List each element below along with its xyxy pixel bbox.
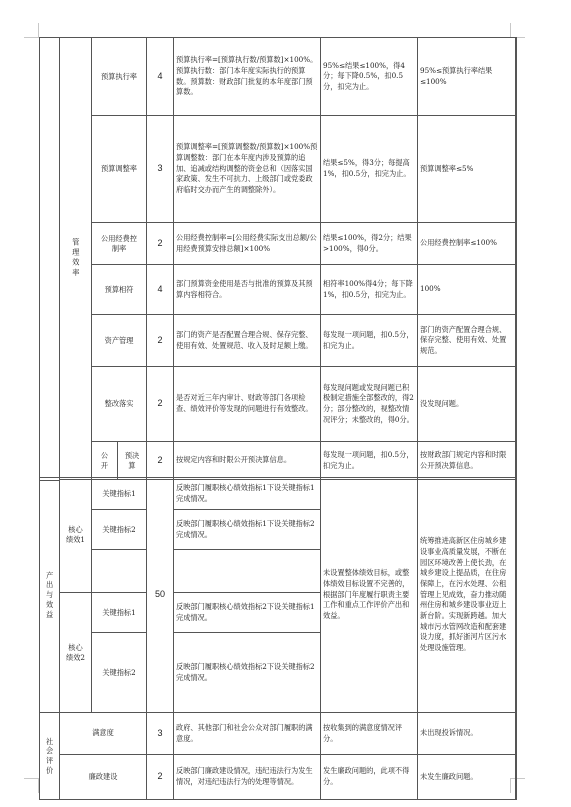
table-row xyxy=(40,713,517,755)
standard-cell: 结果≤5%，得3分；每提高1%，扣0.5分，扣完为止。 xyxy=(321,116,418,223)
table-row xyxy=(40,116,517,223)
finding-cell: 部门的资产配置合理合规、保存完整、使用有效、处置规范。 xyxy=(418,315,516,367)
standard-cell: 未设置整体绩效目标，或整体绩效目标设置不完善的，根据部门年度履行职责主要工作和重点工作评价产出和效益。 xyxy=(321,478,418,713)
level3-cell: 公用经费控制率 xyxy=(92,223,147,265)
given-score-cell xyxy=(516,265,517,315)
score-cell: 2 xyxy=(147,755,174,800)
table-row xyxy=(40,442,517,480)
key-indicator-cell: 关键指标1 xyxy=(92,478,147,510)
evaluation-table-lower xyxy=(39,477,517,800)
content-cell: 政府、其他部门和社会公众对部门履职的满意度。 xyxy=(174,713,321,755)
content-cell: 部门的资产是否配置合理合规、保存完整、使用有效、处置规范、收入及时足额上缴。 xyxy=(174,315,321,367)
given-score-cell xyxy=(516,442,517,480)
level3-cell: 满意度 xyxy=(60,713,147,755)
level3-cell: 资产管理 xyxy=(92,315,147,367)
standard-cell: 每发现一项问题，扣0.5分，扣完为止。 xyxy=(321,442,418,480)
standard-cell: 每发现一项问题，扣0.5分，扣完为止。 xyxy=(321,315,418,367)
given-score-cell xyxy=(516,367,517,442)
content-cell: 反映部门履职核心绩效指标2下设关键指标1完成情况。 xyxy=(174,593,321,633)
crop-mark xyxy=(24,23,39,38)
table-row xyxy=(40,478,517,510)
level3-cell: 廉政建设 xyxy=(60,755,147,800)
given-score-cell xyxy=(516,116,517,223)
finding-cell: 没发现问题。 xyxy=(418,367,516,442)
content-cell: 预算执行率=[预算执行数/预算数]×100%。预算执行数：部门本年度实际执行的预算数。预算数：财政部门批复的本年度部门预算数。 xyxy=(174,38,321,116)
finding-cell: 预算调整率≤5% xyxy=(418,116,516,223)
finding-cell: 未发生廉政问题。 xyxy=(418,755,516,800)
score-cell: 2 xyxy=(147,367,174,442)
finding-cell: 100% xyxy=(418,265,516,315)
given-score-cell xyxy=(516,223,517,265)
finding-cell: 未出现投诉情况。 xyxy=(418,713,516,755)
given-score-cell xyxy=(516,478,517,713)
score-cell: 2 xyxy=(147,315,174,367)
level3-cell: 预决算 xyxy=(118,442,147,480)
score-cell: 3 xyxy=(147,713,174,755)
content-cell: 公用经费控制率=[公用经费实际支出总额/公用经费预算安排总额]×100% xyxy=(174,223,321,265)
content-cell: 部门预算资金使用是否与批准的预算及其预算内容相符合。 xyxy=(174,265,321,315)
content-cell: 预算调整率=[预算调整数/预算数]×100%预算调整数：部门在本年度内涉及预算的追加、追减或结构调整的资金总和（因落实国家政策、发生不可抗力、上级部门或党委政府临时交办而产生的调整除外）。 xyxy=(174,116,321,223)
standard-cell: 结果≤100%，得2分；结果>100%，得0分。 xyxy=(321,223,418,265)
crop-mark xyxy=(24,778,39,793)
content-cell: 反映部门履职核心绩效指标2下设关键指标2完成情况。 xyxy=(174,633,321,713)
score-cell: 2 xyxy=(147,223,174,265)
table-row xyxy=(40,755,517,800)
finding-cell: 统筹推进高新区住房城乡建设事业高质量发展，不断在园区环境改善上使长劲，在城乡建设上提品质，在住房保障上，在污水处理、公租管理上见成效，奋力推动随州住房和城乡建设事业迈上新台阶。实现新跨越。加大城市污水管网改造和配套建设力度，抓好浙河片区污水处理设施管理。 xyxy=(418,478,516,713)
given-score-cell xyxy=(516,713,517,755)
key-indicator-cell: 关键指标1 xyxy=(92,593,147,633)
level3-cell: 公开 xyxy=(92,442,118,480)
standard-cell: 发生廉政问题的，此项不得分。 xyxy=(321,755,418,800)
level3-cell: 预算执行率 xyxy=(92,38,147,116)
table-row xyxy=(40,265,517,315)
level1-cell: 管理效率 xyxy=(60,38,92,480)
score-cell: 50 xyxy=(147,478,174,713)
content-cell: 反映部门履职核心绩效指标1下设关键指标1完成情况。 xyxy=(174,478,321,510)
level3-cell: 预算调整率 xyxy=(92,116,147,223)
level1-cell: 产出与效益 xyxy=(40,478,60,713)
key-indicator-cell: 关键指标2 xyxy=(92,633,147,713)
level1-cell: 社会评价 xyxy=(40,713,60,800)
given-score-cell xyxy=(516,38,517,116)
finding-cell: 95%≤预算执行率结果≤100% xyxy=(418,38,516,116)
content-cell: 是否对近三年内审计、财政等部门各项检查、绩效评价等发现的问题进行有效整改。 xyxy=(174,367,321,442)
standard-cell: 按收集到的满意度情况评分。 xyxy=(321,713,418,755)
content-cell: 按规定内容和时限公开预决算信息。 xyxy=(174,442,321,480)
standard-cell: 每发现问题或发现问题已积极制定措施全部整改的，得2分；部分整改的，视整改情况评分；未整改的，得0分。 xyxy=(321,367,418,442)
evaluation-table xyxy=(39,37,517,481)
finding-cell: 按财政部门规定内容和时限公开预决算信息。 xyxy=(418,442,516,480)
score-cell: 4 xyxy=(147,38,174,116)
table-row xyxy=(40,38,517,116)
content-cell: 反映部门廉政建设情况，违纪违法行为发生情况，对违纪违法行为的处理等情况。 xyxy=(174,755,321,800)
given-score-cell xyxy=(516,755,517,800)
standard-cell: 95%≤结果≤100%，得4分；每下降0.5%，扣0.5分，扣完为止。 xyxy=(321,38,418,116)
crop-mark xyxy=(510,23,525,38)
core-indicator-cell: 核心绩效1 xyxy=(60,478,92,593)
score-cell: 2 xyxy=(147,442,174,480)
table-row xyxy=(40,367,517,442)
standard-cell: 相符率100%得4分；每下降1%，扣0.5分，扣完为止。 xyxy=(321,265,418,315)
level3-cell: 预算相符 xyxy=(92,265,147,315)
finding-cell: 公用经费控制率≤100% xyxy=(418,223,516,265)
core-indicator-cell: 核心绩效2 xyxy=(60,593,92,713)
table-row xyxy=(40,315,517,367)
score-cell: 3 xyxy=(147,116,174,223)
level3-cell: 整改落实 xyxy=(92,367,147,442)
content-cell: 反映部门履职核心绩效指标1下设关键指标2完成情况。 xyxy=(174,510,321,550)
given-score-cell xyxy=(516,315,517,367)
key-indicator-cell: 关键指标2 xyxy=(92,510,147,550)
score-cell: 4 xyxy=(147,265,174,315)
level1-empty-cell xyxy=(40,38,60,481)
table-row xyxy=(40,223,517,265)
